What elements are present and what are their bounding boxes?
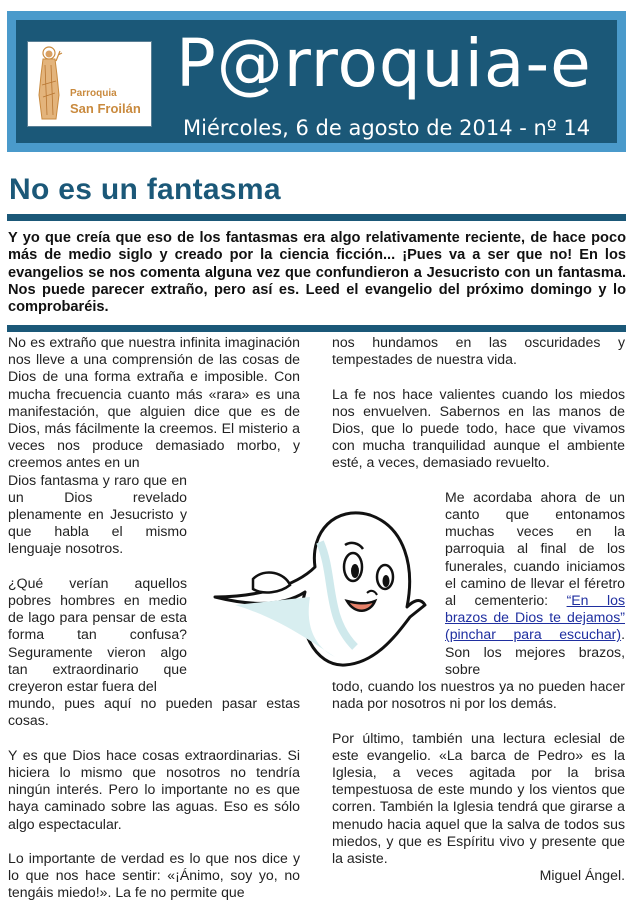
- paragraph-with-link: [445, 489, 625, 678]
- paragraph: todo, cuando los nuestros ya no pueden hacer nada por nosotros ni por los demás.: [332, 678, 625, 712]
- paragraph: Lo importante de verdad es lo que nos dice y lo que nos hace sentir: «¡Ánimo, soy yo, no tengáis miedo!». La fe no permite que: [8, 850, 300, 901]
- divider-top: [7, 214, 626, 221]
- saint-statue-icon: [34, 45, 64, 123]
- paragraph: nos hundamos en las oscuridades y tempestades de nuestra vida.: [332, 334, 625, 368]
- paragraph: Dios fantasma y raro que en un Dios revelado plenamente en Jesucristo y que habla el mismo lenguaje nosotros.: [8, 471, 187, 557]
- logo-line-2: San Froilán: [70, 101, 141, 116]
- paragraph: No es extraño que nuestra infinita imaginación nos lleve a una comprensión de las cosas de Dios de una forma extraña e imposible. Con mucha frecuencia cuanto más «rara» es una manifestación, que alguien dice que es de Dios, más fácilmente la creemos. El misterio a veces nos produce demasiado morbo, y creemos antes en un: [8, 334, 300, 471]
- divider-bottom: [7, 325, 626, 332]
- paragraph: mundo, pues aquí no pueden pasar estas cosas.: [8, 695, 300, 729]
- paragraph: Y es que Dios hace cosas extraordinarias. Si hiciera lo mismo que nosotros no tendría ningún interés. Pero lo importante no es que haya caminado sobre las aguas. Eso es sólo algo espectacular.: [8, 746, 300, 832]
- masthead: [7, 11, 626, 152]
- article-lead: Y yo que creía que eso de los fantasmas era algo relativamente reciente, de hace poco más de medio siglo y creado por la ciencia ficción... ¡Pues va a ser que no! En los evangelios se nos comenta alguna vez que confundieron a Jesucristo con un fantasma. Nos puede parecer extraño, pero así es. Leed el evangelio del próximo domingo y lo comprobaréis.: [8, 230, 626, 316]
- paragraph: Por último, también una lectura eclesial de este evangelio. «La barca de Pedro» es la Iglesia, a veces agitada por la brisa tempestuosa de este mundo y los vientos que corren. También la Iglesia tendrá que girarse a menudo hacia aquel que la salva de todos sus miedos, y que es Espíritu vivo y presente que la asiste.: [332, 729, 625, 867]
- article-title: No es un fantasma: [9, 173, 281, 206]
- friendly-ghost-icon: [195, 497, 435, 687]
- masthead-panel: [16, 20, 617, 143]
- logo-line-1: Parroquia: [70, 88, 117, 99]
- paragraph: ¿Qué verían aquellos pobres hombres en medio de lago para pensar de esta forma tan confusa? Seguramente vieron algo tan extraordinario que creyeron estar fuera del: [8, 574, 187, 695]
- paragraph: La fe nos hace valientes cuando los miedos nos envuelven. Sabernos en las manos de Dios, que lo puede todo, hace que vivamos con mucha tranquilidad aunque el ambiente esté, a veces, demasiado revuelto.: [332, 385, 625, 471]
- parish-logo: [27, 41, 152, 127]
- author-signature: Miguel Ángel.: [539, 867, 625, 884]
- newsletter-title: P@rroquia-e: [176, 25, 592, 102]
- song-link[interactable]: “En los brazos de Dios te dejamos” (pinchar para escuchar): [445, 592, 625, 643]
- paragraph-text: . Son los mejores brazos, sobre: [445, 626, 625, 677]
- issue-date: Miércoles, 6 de agosto de 2014 - nº 14: [183, 116, 591, 140]
- paragraph-text: Me acordaba ahora de un canto que entonamos muchas veces en la parroquia al final de los funerales, cuando iniciamos el camino de llevar el féretro al cementerio:: [445, 488, 625, 609]
